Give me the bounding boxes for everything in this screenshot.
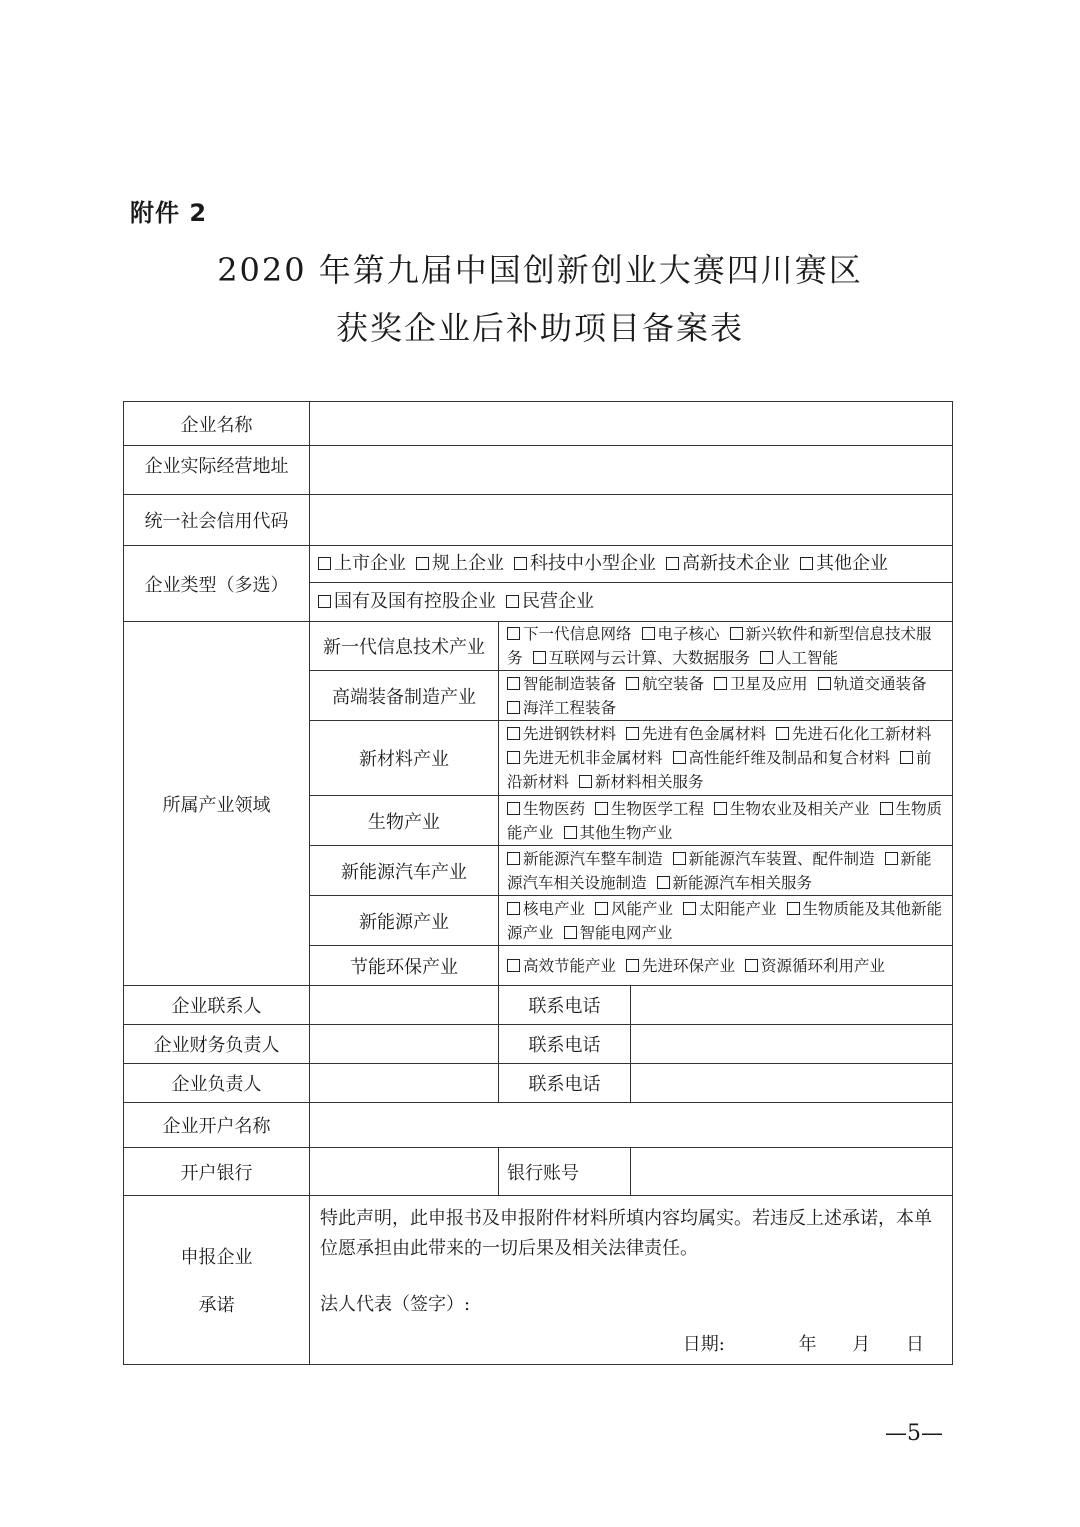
option-label: 下一代信息网络	[523, 625, 632, 643]
option-label: 其他生物产业	[579, 823, 673, 842]
checkbox-icon[interactable]	[579, 775, 592, 788]
bank-label: 开户银行	[124, 1148, 310, 1196]
option-item	[564, 924, 673, 942]
option-item	[714, 675, 808, 693]
option-label: 国有及国有控股企业	[334, 591, 496, 612]
checkbox-icon[interactable]	[564, 826, 577, 839]
checkbox-icon[interactable]	[507, 751, 520, 764]
option-item	[626, 675, 704, 693]
account-name-field[interactable]	[310, 1103, 953, 1148]
option-label: 新兴软件和新型信息技术服务	[507, 625, 932, 667]
option-label: 新材料相关服务	[595, 773, 704, 791]
option-label: 新能源汽车装置、配件制造	[688, 849, 875, 868]
option-item	[666, 553, 790, 574]
option-item	[800, 553, 888, 574]
option-label: 核电产业	[523, 899, 586, 918]
option-item	[507, 725, 616, 743]
checkbox-icon[interactable]	[318, 557, 331, 570]
option-label: 人工智能	[776, 649, 839, 667]
checkbox-icon[interactable]	[900, 751, 913, 764]
contact-phone-field[interactable]	[631, 986, 953, 1025]
industry-name: 新能源汽车产业	[310, 846, 499, 896]
checkbox-icon[interactable]	[626, 959, 639, 972]
checkbox-icon[interactable]	[787, 902, 800, 915]
checkbox-icon[interactable]	[416, 557, 429, 570]
checkbox-icon[interactable]	[776, 727, 789, 740]
checkbox-icon[interactable]	[673, 852, 686, 865]
year-label: 年	[798, 1334, 817, 1355]
option-label: 互联网与云计算、大数据服务	[548, 649, 751, 667]
industry-label: 所属产业领域	[124, 622, 310, 986]
declaration-text: 特此声明，此申报书及申报附件材料所填内容均属实。若违反上述承诺，本单位愿承担由此带来的一切后果及相关法律责任。	[320, 1208, 932, 1259]
account-no-field[interactable]	[631, 1148, 953, 1196]
checkbox-icon[interactable]	[714, 677, 727, 690]
pledge-label-line1: 申报企业	[180, 1247, 253, 1268]
option-label: 新能源汽车整车制造	[523, 849, 663, 868]
signature-label: 法人代表（签字）:	[320, 1294, 471, 1315]
industry-name: 高端装备制造产业	[310, 671, 499, 721]
industry-name: 新一代信息技术产业	[310, 622, 499, 671]
option-label: 航空装备	[642, 674, 705, 693]
option-label: 电子核心	[657, 625, 720, 643]
industry-options	[499, 721, 953, 796]
option-label: 新能源汽车相关服务	[672, 873, 813, 892]
option-label: 高性能纤维及制品和复合材料	[688, 749, 891, 767]
checkbox-icon[interactable]	[514, 557, 527, 570]
option-label: 其他企业	[816, 553, 888, 574]
option-item	[507, 957, 616, 975]
option-label: 生物农业及相关产业	[730, 799, 870, 818]
checkbox-icon[interactable]	[666, 557, 679, 570]
option-label: 先进石化化工新材料	[792, 725, 932, 743]
checkbox-icon[interactable]	[642, 627, 655, 640]
option-item	[507, 800, 585, 818]
option-label: 智能制造装备	[523, 674, 617, 693]
checkbox-icon[interactable]	[683, 902, 696, 915]
option-item	[533, 649, 751, 667]
option-item	[507, 625, 632, 643]
checkbox-icon[interactable]	[507, 902, 520, 915]
checkbox-icon[interactable]	[506, 595, 519, 608]
finance-field[interactable]	[310, 1025, 499, 1064]
checkbox-icon[interactable]	[714, 802, 727, 815]
option-label: 民营企业	[522, 591, 594, 612]
option-item	[776, 725, 932, 743]
option-item	[579, 773, 704, 791]
industry-name: 新材料产业	[310, 721, 499, 796]
industry-name: 节能环保产业	[310, 946, 499, 986]
checkbox-icon[interactable]	[595, 902, 608, 915]
option-label: 规上企业	[432, 553, 504, 574]
head-phone-label: 联系电话	[499, 1064, 631, 1103]
finance-phone-label: 联系电话	[499, 1025, 631, 1064]
option-item	[506, 591, 594, 612]
checkbox-icon[interactable]	[818, 677, 831, 690]
industry-options	[499, 671, 953, 721]
checkbox-icon[interactable]	[673, 751, 686, 764]
option-item	[760, 649, 838, 667]
checkbox-icon[interactable]	[507, 677, 520, 690]
industry-options	[499, 846, 953, 896]
company-type-row1	[310, 546, 953, 583]
finance-label: 企业财务负责人	[124, 1025, 310, 1064]
industry-name: 生物产业	[310, 796, 499, 846]
finance-phone-field[interactable]	[631, 1025, 953, 1064]
industry-options	[499, 796, 953, 846]
address-label: 企业实际经营地址	[124, 446, 310, 495]
option-label: 生物质能及其他新能源产业	[507, 899, 943, 942]
option-label: 轨道交通装备	[833, 674, 927, 693]
option-label: 资源循环利用产业	[761, 956, 886, 975]
company-name-field[interactable]	[310, 402, 953, 446]
option-item	[818, 675, 927, 693]
option-label: 海洋工程装备	[523, 698, 617, 717]
option-item	[745, 957, 885, 975]
checkbox-icon[interactable]	[880, 802, 893, 815]
option-label: 风能产业	[611, 899, 674, 918]
company-type-label: 企业类型（多选）	[124, 546, 310, 622]
head-label: 企业负责人	[124, 1064, 310, 1103]
checkbox-icon[interactable]	[657, 876, 670, 889]
option-label: 生物医学工程	[611, 799, 705, 818]
option-item	[564, 824, 673, 842]
pledge-label-line2: 承诺	[198, 1295, 235, 1316]
credit-code-field[interactable]	[310, 495, 953, 546]
option-label: 先进环保产业	[642, 956, 736, 975]
pledge-label	[124, 1196, 310, 1365]
option-item	[507, 675, 616, 693]
date-label: 日期:	[682, 1334, 725, 1355]
option-label: 生物医药	[523, 799, 586, 818]
option-label: 上市企业	[334, 553, 406, 574]
contact-phone-label: 联系电话	[499, 986, 631, 1025]
company-name-label: 企业名称	[124, 402, 310, 446]
attachment-label: 附件 2	[130, 199, 208, 227]
option-label: 卫星及应用	[730, 674, 808, 693]
option-label: 前沿新材料	[507, 749, 932, 791]
option-item	[626, 725, 766, 743]
option-label: 科技中小型企业	[530, 553, 656, 574]
industry-options	[499, 622, 953, 671]
page-number: —5—	[885, 1421, 943, 1446]
option-item	[595, 800, 704, 818]
option-label: 高新技术企业	[682, 553, 790, 574]
option-item	[595, 900, 673, 918]
head-field[interactable]	[310, 1064, 499, 1103]
form-title-line2: 获奖企业后补助项目备案表	[335, 309, 744, 347]
option-item	[318, 553, 406, 574]
checkbox-icon[interactable]	[507, 727, 520, 740]
account-no-label: 银行账号	[499, 1148, 631, 1196]
checkbox-icon[interactable]	[800, 557, 813, 570]
checkbox-icon[interactable]	[507, 802, 520, 815]
option-item	[507, 749, 663, 767]
option-label: 生物质能产业	[507, 799, 943, 842]
bank-field[interactable]	[310, 1148, 499, 1196]
option-label: 先进钢铁材料	[523, 725, 617, 743]
checkbox-icon[interactable]	[318, 595, 331, 608]
checkbox-icon[interactable]	[760, 651, 773, 664]
option-item	[626, 957, 735, 975]
checkbox-icon[interactable]	[885, 852, 898, 865]
contact-label: 企业联系人	[124, 986, 310, 1025]
option-item	[507, 850, 663, 868]
checkbox-icon[interactable]	[595, 802, 608, 815]
checkbox-icon[interactable]	[507, 627, 520, 640]
checkbox-icon[interactable]	[626, 677, 639, 690]
checkbox-icon[interactable]	[730, 627, 743, 640]
checkbox-icon[interactable]	[564, 926, 577, 939]
checkbox-icon[interactable]	[507, 959, 520, 972]
credit-code-label: 统一社会信用代码	[124, 495, 310, 546]
option-item	[683, 900, 777, 918]
option-label: 新能源汽车相关设施制造	[507, 849, 932, 892]
head-phone-field[interactable]	[631, 1064, 953, 1103]
option-item	[416, 553, 504, 574]
option-item	[673, 749, 891, 767]
option-label: 先进有色金属材料	[642, 725, 767, 743]
form-title-line1: 2020 年第九届中国创新创业大赛四川赛区	[217, 251, 863, 289]
contact-field[interactable]	[310, 986, 499, 1025]
date-line	[683, 1330, 924, 1360]
record-form-table	[123, 401, 953, 1365]
declaration-cell	[310, 1196, 953, 1365]
company-type-row2	[310, 583, 953, 622]
day-label: 日	[906, 1334, 925, 1355]
industry-options	[499, 946, 953, 986]
option-item	[507, 900, 585, 918]
checkbox-icon[interactable]	[507, 852, 520, 865]
checkbox-icon[interactable]	[533, 651, 546, 664]
option-label: 高效节能产业	[523, 956, 617, 975]
account-name-label: 企业开户名称	[124, 1103, 310, 1148]
option-item	[657, 874, 813, 892]
option-item	[642, 625, 720, 643]
option-item	[673, 850, 875, 868]
option-item	[507, 699, 616, 717]
option-item	[714, 800, 870, 818]
checkbox-icon[interactable]	[507, 701, 520, 714]
industry-options	[499, 896, 953, 946]
option-item	[514, 553, 656, 574]
option-label: 智能电网产业	[579, 923, 673, 942]
month-label: 月	[852, 1334, 871, 1355]
checkbox-icon[interactable]	[626, 727, 639, 740]
industry-name: 新能源产业	[310, 896, 499, 946]
address-field[interactable]	[310, 446, 953, 495]
option-label: 太阳能产业	[699, 899, 777, 918]
checkbox-icon[interactable]	[745, 959, 758, 972]
option-item	[318, 591, 496, 612]
option-label: 先进无机非金属材料	[523, 749, 663, 767]
